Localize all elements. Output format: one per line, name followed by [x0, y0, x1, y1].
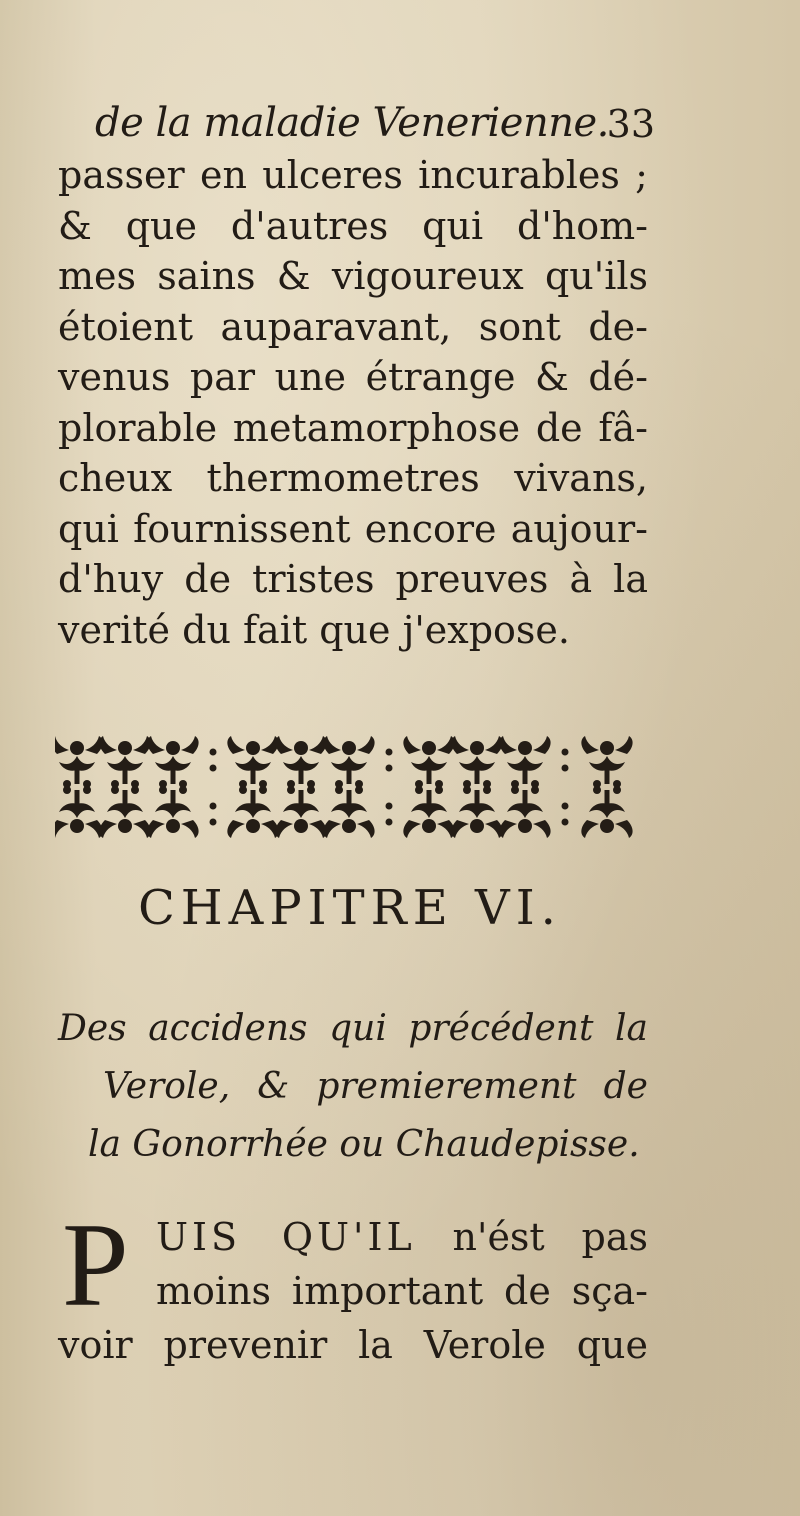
subtitle-line: la Gonorrhée ou Chaudepisse. — [88, 1124, 640, 1165]
fleuron-ornament-band — [55, 728, 640, 846]
chapter-heading: CHAPITRE VI. — [138, 880, 562, 936]
opening-rest: n'ést pas — [415, 1215, 648, 1259]
ornament-row-bottom — [55, 786, 633, 838]
subtitle-line: Des accidens qui précédent la — [58, 1008, 648, 1049]
ornament-row-top — [55, 736, 633, 788]
text-line: étoient auparavant, sont de- — [58, 304, 648, 349]
text-line: d'huy de tristes preuves à la — [58, 557, 648, 601]
running-title: de la maladie Venerienne. — [95, 100, 609, 146]
text-line: cheux thermometres vivans, — [58, 456, 648, 500]
subtitle-line: Verole, & premierement de — [103, 1066, 648, 1107]
opening-smallcaps: UIS QU'IL — [156, 1215, 416, 1259]
paragraph-line: moins important de sça- — [156, 1269, 648, 1313]
text-line: & que d'autres qui d'hom- — [58, 203, 648, 248]
chapter-subtitle — [58, 1000, 648, 1174]
opening-paragraph — [58, 1210, 648, 1372]
paragraph-line: voir prevenir la Verole que — [58, 1323, 648, 1367]
text-line: venus par une étrange & dé- — [58, 355, 648, 399]
paragraph-line — [58, 1210, 648, 1264]
text-line: qui fournissent encore aujour- — [58, 506, 648, 551]
drop-cap: P — [62, 1198, 129, 1331]
text-line: mes sains & vigoureux qu'ils — [58, 254, 648, 298]
page-header — [95, 100, 655, 150]
text-line: verité du fait que j'expose. — [58, 607, 570, 652]
text-line: plorable metamorphose de fâ- — [58, 405, 648, 450]
body-text — [58, 150, 648, 655]
page-number: 33 — [606, 102, 655, 146]
text-line: passer en ulceres incurables ; — [58, 153, 648, 197]
